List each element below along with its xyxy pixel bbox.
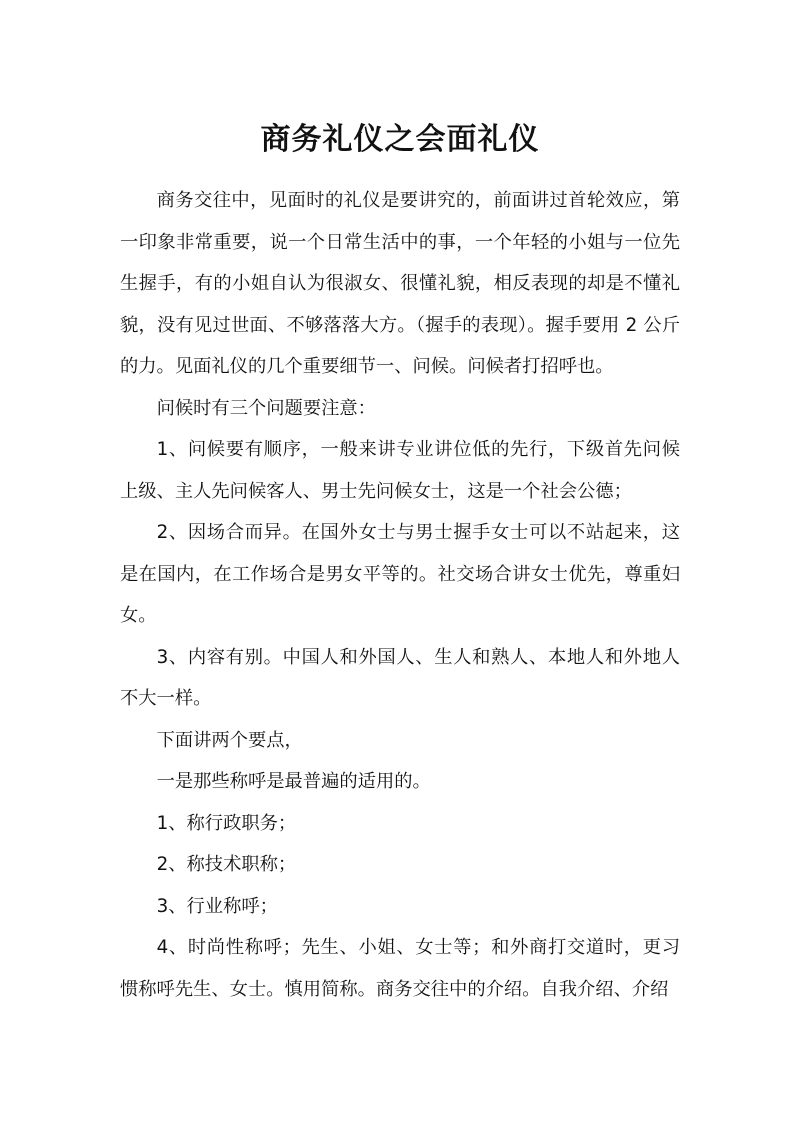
paragraph: 商务交往中，见面时的礼仪是要讲究的，前面讲过首轮效应，第一印象非常重要，说一个日常生活中的事，一个年轻的小姐与一位先生握手，有的小姐自认为很淑女、很懂礼貌，相反表现的却是不懂礼貌，没有见过世面、不够落落大方。（握手的表现）。握手要用 2 公斤的力。见面礼仪的几个重要细节一、问候。问候者打招呼也。 bbox=[120, 190, 680, 377]
paragraph: 一是那些称呼是最普遍的适用的。 bbox=[156, 771, 431, 792]
paragraph: 2、称技术职称； bbox=[156, 854, 297, 875]
paragraph: 下面讲两个要点， bbox=[156, 729, 303, 751]
paragraph: 3、行业称呼； bbox=[156, 895, 278, 917]
document-page bbox=[120, 0, 680, 1132]
paragraph: 1、问候要有顺序，一般来讲专业讲位低的先行，下级首先问候上级、主人先问候客人、男士先问候女士，这是一个社会公德； bbox=[120, 439, 680, 502]
document-body bbox=[120, 180, 680, 1010]
paragraph: 3、内容有别。中国人和外国人、生人和熟人、本地人和外地人不大一样。 bbox=[120, 646, 680, 709]
document-title: 商务礼仪之会面礼仪 bbox=[260, 122, 540, 158]
paragraph: 1、称行政职务； bbox=[156, 812, 297, 834]
paragraph: 问候时有三个问题要注意： bbox=[156, 397, 376, 419]
paragraph: 4、时尚性称呼；先生、小姐、女士等；和外商打交道时，更习惯称呼先生、女士。慎用简称。商务交往中的介绍。自我介绍、介绍 bbox=[120, 937, 680, 1000]
paragraph: 2、因场合而异。在国外女士与男士握手女士可以不站起来，这是在国内，在工作场合是男女平等的。社交场合讲女士优先，尊重妇女。 bbox=[120, 522, 680, 626]
